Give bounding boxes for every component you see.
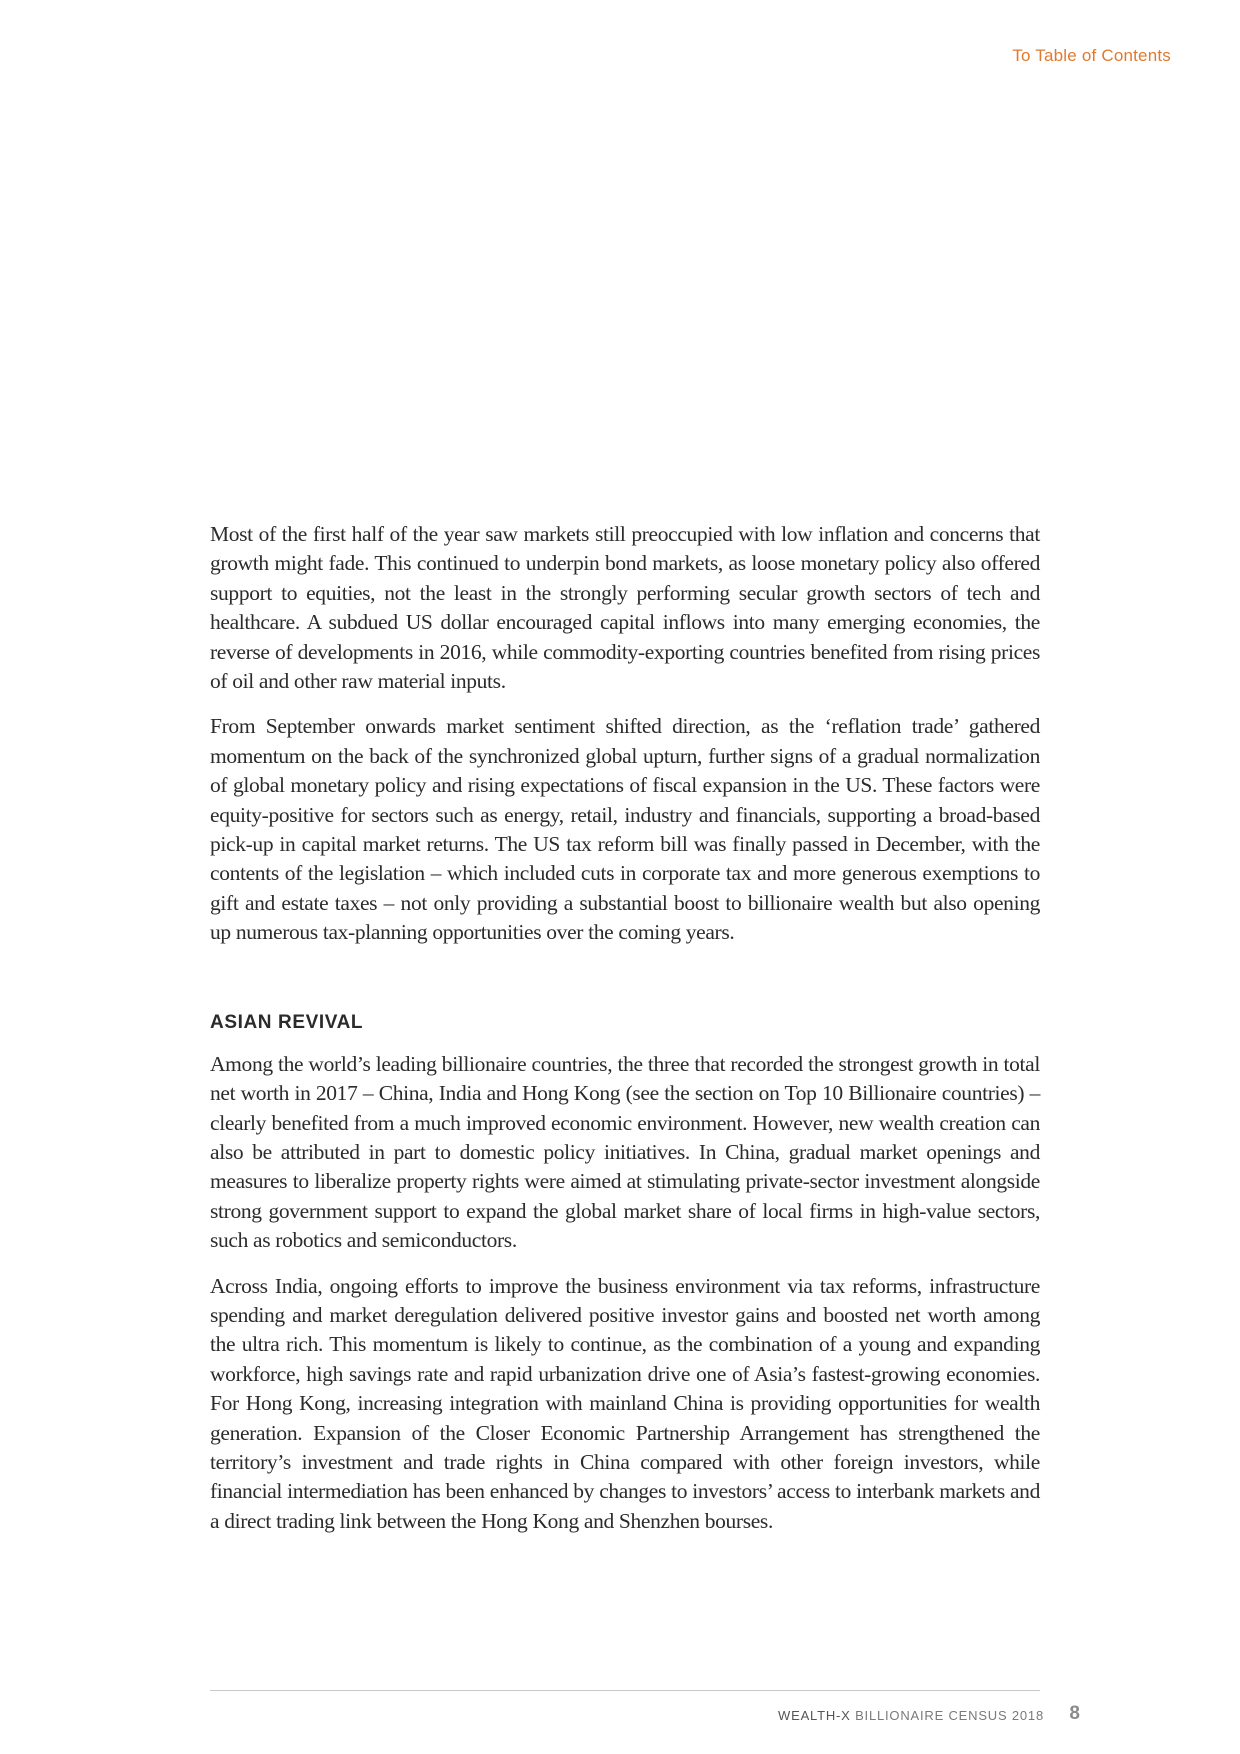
main-content	[210, 520, 1040, 1552]
paragraph: Among the world’s leading billionaire countries, the three that recorded the strongest growth in total net worth in 2017 – China, India and Hong Kong (see the section on Top 10 Billionaire countries) – clearly benefited from a much improved economic environment. However, new wealth creation can also be attributed in part to domestic policy initiatives. In China, gradual market openings and measures to liberalize property rights were aimed at stimulating private-sector investment alongside strong government support to expand the global market share of local firms in high-value sectors, such as robotics and semiconductors.	[210, 1051, 1040, 1253]
table-of-contents-link[interactable]: To Table of Contents	[1012, 46, 1171, 65]
section-heading: ASIAN REVIVAL	[210, 1011, 364, 1033]
paragraph: Across India, ongoing efforts to improve the business environment via tax reforms, infrastructure spending and market deregulation delivered positive investor gains and boosted net worth among the ultra rich. This momentum is likely to continue, as the combination of a young and expanding workforce, high savings rate and rapid urbanization drive one of Asia’s fastest-growing economies. For Hong Kong, increasing integration with mainland China is providing opportunities for wealth generation. Expansion of the Closer Economic Partnership Arrangement has strengthened the territory’s investment and trade rights in China compared with other foreign investors, while financial intermediation has been enhanced by changes to investors’ access to interbank markets and a direct trading link between the Hong Kong and Shenzhen bourses.	[210, 1273, 1040, 1533]
footer-title: BILLIONAIRE CENSUS 2018	[855, 1708, 1044, 1723]
footer-divider	[210, 1690, 1040, 1691]
footer-brand: WEALTH-X	[778, 1708, 851, 1723]
paragraph: From September onwards market sentiment shifted direction, as the ‘reflation trade’ gathered momentum on the back of the synchronized global upturn, further signs of a gradual normalization of global monetary policy and rising expectations of fiscal expansion in the US. These factors were equity-positive for sectors such as energy, retail, industry and financials, supporting a broad-based pick-up in capital market returns. The US tax reform bill was finally passed in December, with the contents of the legislation – which included cuts in corporate tax and more generous exemptions to gift and estate taxes – not only providing a substantial boost to billionaire wealth but also opening up numerous tax-planning opportunities over the coming years.	[210, 714, 1040, 945]
paragraph: Most of the first half of the year saw markets still preoccupied with low inflation and concerns that growth might fade. This continued to underpin bond markets, as loose monetary policy also offered support to equities, not the least in the strongly performing secular growth sectors of tech and healthcare. A subdued US dollar encouraged capital inflows into many emerging economies, the reverse of developments in 2016, while commodity-exporting countries benefited from rising prices of oil and other raw material inputs.	[210, 522, 1040, 694]
footer-publication-title	[778, 1708, 1044, 1723]
page-number: 8	[1069, 1703, 1080, 1724]
